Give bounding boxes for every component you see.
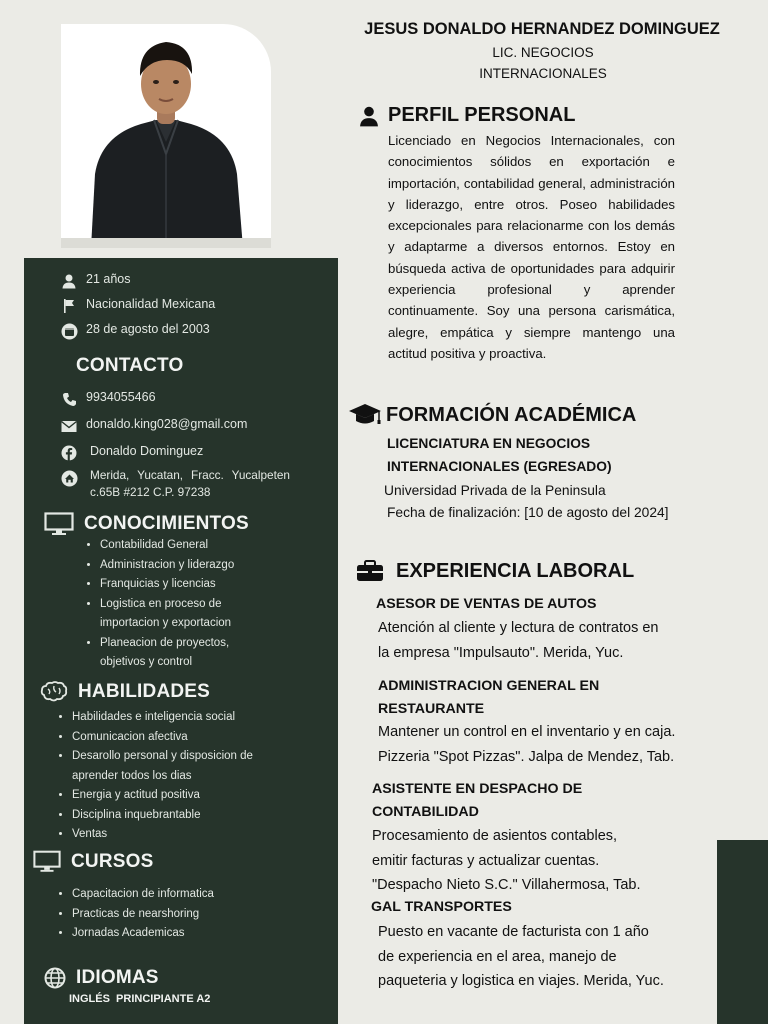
education-degree: LICENCIATURA EN NEGOCIOS INTERNACIONALES (EGRESADO): [387, 436, 612, 474]
corner-decoration: [717, 840, 768, 1024]
nationality-row: [60, 297, 215, 315]
monitor-icon: [44, 512, 74, 536]
experience-title: EXPERIENCIA LABORAL: [356, 559, 634, 583]
job-description: Atención al cliente y lectura de contratos en la empresa "Impulsauto". Merida, Yuc.: [378, 620, 659, 661]
graduation-cap-icon: [348, 402, 382, 428]
briefcase-icon: [356, 559, 384, 583]
nationality-text: Nacionalidad Mexicana: [86, 297, 216, 311]
monitor-icon: [33, 850, 61, 873]
profile-photo: [61, 24, 271, 248]
list-item: • Planeacion de proyectos, objetivos y control: [100, 634, 260, 673]
calendar-icon: [60, 322, 78, 340]
list-item: • Disciplina inquebrantable: [72, 806, 278, 826]
globe-icon: [44, 967, 66, 989]
person-photo-illustration: [61, 24, 271, 248]
list-item: • Practicas de nearshoring: [72, 905, 278, 925]
phone-row: [60, 390, 156, 408]
list-item: • Franquicias y licencias: [100, 575, 276, 595]
person-icon: [60, 272, 78, 290]
birthdate-text: 28 de agosto del 2003: [86, 322, 210, 336]
address-line1: Merida, Yucatan, Fracc. Yucalpeten: [90, 468, 290, 482]
full-name: JESUS DONALDO HERNANDEZ DOMINGUEZ: [364, 20, 720, 38]
brain-icon: [40, 681, 68, 703]
courses-list: [58, 885, 278, 944]
list-item: • Administracion y liderazgo: [100, 556, 276, 576]
skills-title: HABILIDADES: [40, 681, 210, 703]
profile-title: PERFIL PERSONAL: [358, 104, 575, 127]
facebook-text: Donaldo Dominguez: [90, 444, 204, 458]
list-item: • Logistica en proceso de importacion y exportacion: [100, 595, 260, 634]
languages-title: IDIOMAS: [44, 967, 159, 989]
age-row: [60, 272, 130, 290]
job-description: Puesto en vacante de facturista con 1 año de experiencia en el area, manejo de paqueteria y logistica en viajes. Merida, Yuc.: [378, 924, 664, 989]
address-line2: c.65B #212 C.P. 97238: [90, 485, 211, 499]
list-item: • Desarollo personal y disposicion de aprender todos los dias: [72, 747, 282, 786]
knowledge-title: CONOCIMIENTOS: [44, 512, 249, 536]
language-value: INGLÉS PRINCIPIANTE A2: [69, 993, 211, 1005]
photo-shadow: [61, 238, 271, 248]
skills-list: [58, 708, 278, 845]
knowledge-list: [86, 536, 276, 673]
age-text: 21 años: [86, 272, 131, 286]
flag-icon: [60, 297, 78, 315]
birthdate-row: [60, 322, 210, 340]
address-row: [60, 467, 300, 501]
job-title: ADMINISTRACION GENERAL EN RESTAURANTE: [378, 678, 600, 717]
courses-title: CURSOS: [33, 850, 154, 873]
facebook-icon: [60, 444, 78, 462]
degree-title: LIC. NEGOCIOS INTERNACIONALES: [479, 45, 607, 81]
education-school: Universidad Privada de la Peninsula: [384, 483, 606, 498]
list-item: • Jornadas Academicas: [72, 924, 278, 944]
profile-text: Licenciado en Negocios Internacionales, con conocimientos sólidos en exportación e importación, contabilidad general, administración y liderazgo, entre otros. Poseo habilidades excepcionales para relacionarme con los demás y adaptarme a diversos entornos. Estoy en búsqueda activa de oportunidades para adquirir experiencia profesional y aprender continuamente. Soy una persona carismática, alegre, empática y siempre mantengo una actitud positiva y proactiva.: [388, 133, 675, 361]
list-item: • Ventas: [72, 825, 278, 845]
phone-icon: [60, 390, 78, 408]
job-title: GAL TRANSPORTES: [371, 899, 512, 915]
list-item: • Habilidades e inteligencia social: [72, 708, 278, 728]
email-row: [60, 417, 247, 435]
mail-icon: [60, 417, 78, 435]
job-title: ASESOR DE VENTAS DE AUTOS: [376, 596, 597, 612]
email-text: donaldo.king028@gmail.com: [86, 417, 248, 431]
education-date: Fecha de finalización: [10 de agosto del 2024]: [387, 505, 669, 520]
phone-text: 9934055466: [86, 390, 156, 404]
home-icon: [60, 469, 78, 487]
list-item: • Energia y actitud positiva: [72, 786, 278, 806]
job-description: Procesamiento de asientos contables, emitir facturas y actualizar cuentas. "Despacho Nieto S.C." Villahermosa, Tab.: [372, 828, 641, 893]
list-item: • Contabilidad General: [100, 536, 276, 556]
list-item: • Comunicacion afectiva: [72, 728, 278, 748]
job-title: ASISTENTE EN DESPACHO DE CONTABILIDAD: [372, 781, 583, 820]
list-item: • Capacitacion de informatica: [72, 885, 278, 905]
facebook-row: [60, 444, 203, 462]
contact-title: CONTACTO: [76, 355, 184, 376]
person-icon: [358, 105, 380, 127]
job-description: Mantener un control en el inventario y en caja. Pizzeria "Spot Pizzas". Jalpa de Mendez, Tab.: [378, 724, 676, 765]
education-title: FORMACIÓN ACADÉMICA: [348, 402, 636, 428]
